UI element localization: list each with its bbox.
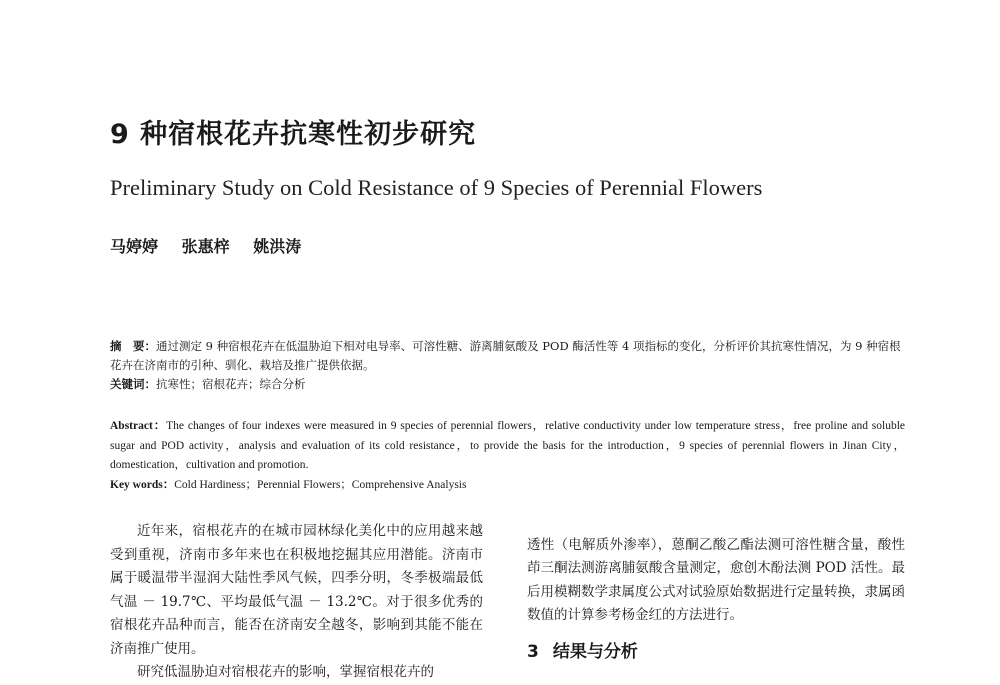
author-name: 姚洪涛 [253, 237, 302, 256]
body-column-right [527, 520, 905, 641]
chinese-abstract [110, 337, 905, 375]
author-name: 张惠梓 [181, 237, 230, 256]
paper-title-chinese: 9 种宿根花卉抗寒性初步研究 [110, 119, 477, 150]
author-list [110, 234, 319, 257]
body-paragraph: 透性（电解质外渗率），蒽酮乙酸乙酯法测可溶性糖含量，酸性茚三酮法测游离脯氨酸含量测定，愈创木酚法测 POD 活性。最后用模糊数学隶属度公式对试验原始数据进行定量转换，隶属函数值的计算参考杨金红的方法进行。 [527, 536, 905, 623]
keywords-label-cn: 关键词： [110, 377, 156, 391]
english-abstract-block [110, 417, 905, 495]
body-paragraph: 近年来，宿根花卉的在城市园林绿化美化中的应用越来越受到重视，济南市多年来也在积极地挖掘其应用潜能。济南市属于暖温带半湿润大陆性季风气候，四季分明，冬季极端最低气温 － 19.7℃、平均最低气温 － 13.2℃。对于很多优秀的宿根花卉品种而言，能否在济南安全越冬，影响到其能不能在济南推广使用。 [110, 523, 483, 657]
english-abstract [110, 417, 905, 476]
keywords-text-en: Cold Hardiness；Perennial Flowers；Comprehensive Analysis [174, 478, 467, 491]
keywords-text-cn: 抗寒性；宿根花卉；综合分析 [156, 377, 306, 391]
abstract-label-cn: 摘 要： [110, 339, 156, 353]
abstract-label-en: Abstract： [110, 420, 167, 432]
chinese-abstract-block [110, 337, 905, 394]
author-name: 马婷婷 [110, 237, 159, 256]
abstract-text-cn: 通过测定 9 种宿根花卉在低温胁迫下相对电导率、可溶性糖、游离脯氨酸及 POD 酶活性等 4 项指标的变化，分析评价其抗寒性情况，为 9 种宿根花卉在济南市的引种、驯化、栽培及推广提供依据。 [110, 339, 901, 372]
section-number: 3 [527, 642, 539, 662]
body-paragraph: 研究低温胁迫对宿根花卉的影响，掌握宿根花卉的 [137, 664, 434, 680]
body-column-left [110, 520, 483, 685]
section-title: 结果与分析 [552, 642, 638, 662]
keywords-label-en: Key words： [110, 478, 175, 491]
english-keywords [110, 476, 905, 496]
section-heading [527, 637, 638, 662]
abstract-text-en: The changes of four indexes were measured in 9 species of perennial flowers，relative conductivity under low temperature stress，free proline and soluble sugar and POD activity，analysis and evaluation of its cold resistance，to provide the basis for the introduction，9 species of perennial flowers in Jinan City，domestication，cultivation and promotion. [110, 420, 906, 471]
chinese-keywords [110, 375, 905, 394]
paper-title-english: Preliminary Study on Cold Resistance of 9 Species of Perennial Flowers [110, 175, 763, 200]
